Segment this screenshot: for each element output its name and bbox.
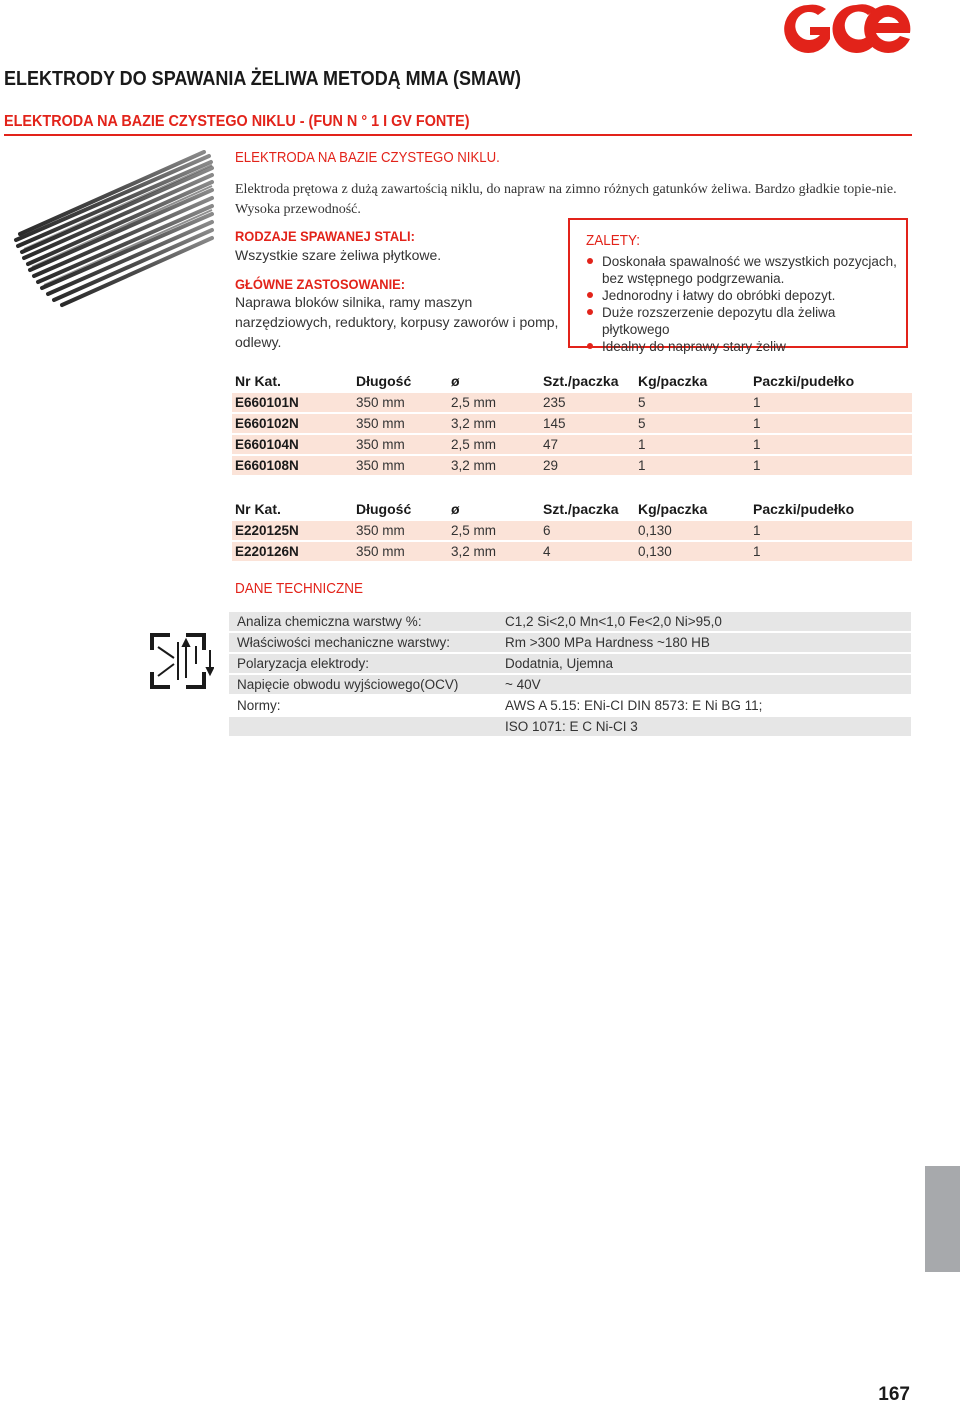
cell: 6 — [540, 521, 635, 540]
cell: E660108N — [232, 456, 353, 475]
col-header-catalog: Nr Kat. — [235, 373, 281, 389]
cell: 350 mm — [353, 435, 448, 454]
col-header-length: Długość — [356, 501, 412, 517]
table-row — [229, 675, 911, 694]
table-row — [232, 393, 912, 412]
tech-value: ~ 40V — [505, 677, 541, 692]
cell: 5 — [635, 414, 750, 433]
col-header-kg: Kg/paczka — [638, 501, 708, 517]
cell: 1 — [750, 542, 912, 561]
advantages-box — [568, 218, 908, 354]
cell: 1 — [750, 521, 912, 540]
product-subtitle: ELEKTRODA NA BAZIE CZYSTEGO NIKLU - (FUN N ° 1 I GV FONTE) — [4, 113, 470, 130]
cell: 29 — [540, 456, 635, 475]
welding-rods-image — [4, 150, 214, 310]
tech-label: Analiza chemiczna warstwy %: — [237, 614, 422, 629]
col-header-length: Długość — [356, 373, 412, 389]
cell: 2,5 mm — [448, 435, 540, 454]
advantage-item: Duże rozszerzenie depozytu dla żeliwa płytkowego — [586, 304, 906, 338]
tech-label: Napięcie obwodu wyjściowego(OCV) — [237, 677, 459, 692]
steel-text: Wszystkie szare żeliwa płytkowe. — [235, 247, 442, 263]
cell: 3,2 mm — [448, 542, 540, 561]
tech-label: Normy: — [237, 698, 281, 713]
cell: 1 — [750, 435, 912, 454]
advantage-item: Idealny do naprawy stary żeliw — [586, 338, 906, 355]
table-header-row — [232, 499, 912, 519]
cell: E220126N — [232, 542, 353, 561]
welding-current-icon — [148, 632, 214, 690]
tech-value: AWS A 5.15: ENi-CI DIN 8573: E Ni BG 11; — [505, 698, 763, 713]
application-heading: GŁÓWNE ZASTOSOWANIE: — [235, 276, 406, 292]
intro-heading: ELEKTRODA NA BAZIE CZYSTEGO NIKLU. — [235, 149, 500, 166]
table-row — [229, 612, 911, 631]
cell: 350 mm — [353, 393, 448, 412]
cell: 2,5 mm — [448, 393, 540, 412]
intro-text: Elektroda prętowa z dużą zawartością niklu, do napraw na zimno różnych gatunków żeliwa. Bardzo gładkie topie-nie. Wysoka przewodność. — [235, 182, 897, 217]
cell: 47 — [540, 435, 635, 454]
section-tab — [925, 1166, 960, 1272]
cell: 1 — [635, 435, 750, 454]
technical-table — [229, 612, 911, 738]
cell: E660101N — [232, 393, 353, 412]
cell: 350 mm — [353, 414, 448, 433]
cell: 0,130 — [635, 521, 750, 540]
cell: 5 — [635, 393, 750, 412]
gce-logo — [782, 3, 912, 55]
col-header-diameter: ø — [451, 501, 460, 517]
col-header-pcs: Szt./paczka — [543, 501, 619, 517]
cell: 1 — [750, 393, 912, 412]
cell: 4 — [540, 542, 635, 561]
technical-heading: DANE TECHNICZNE — [235, 580, 364, 597]
title-divider — [4, 134, 912, 136]
page-title: ELEKTRODY DO SPAWANIA ŻELIWA METODĄ MMA (SMAW) — [4, 68, 521, 90]
col-header-pcs: Szt./paczka — [543, 373, 619, 389]
cell: 3,2 mm — [448, 456, 540, 475]
cell: E660102N — [232, 414, 353, 433]
application-text: Naprawa bloków silnika, ramy maszyn narzędziowych, reduktory, korpusy zaworów i pomp, odlewy. — [235, 294, 559, 350]
cell: 1 — [635, 456, 750, 475]
cell: E220125N — [232, 521, 353, 540]
cell: E660104N — [232, 435, 353, 454]
table-row — [229, 633, 911, 652]
table-header-row — [232, 371, 912, 391]
col-header-diameter: ø — [451, 373, 460, 389]
advantage-item: Doskonała spawalność we wszystkich pozycjach, bez wstępnego podgrzewania. — [586, 253, 906, 287]
table-row — [232, 521, 912, 540]
advantages-list — [586, 253, 906, 355]
tech-label: Polaryzacja elektrody: — [237, 656, 370, 671]
tech-value: ISO 1071: E C Ni-CI 3 — [505, 719, 638, 734]
cell: 350 mm — [353, 542, 448, 561]
page-number: 167 — [878, 1384, 910, 1405]
cell: 2,5 mm — [448, 521, 540, 540]
table-row — [232, 542, 912, 561]
cell: 1 — [750, 414, 912, 433]
steel-heading: RODZAJE SPAWANEJ STALI: — [235, 228, 415, 244]
cell: 3,2 mm — [448, 414, 540, 433]
tech-label: Właściwości mechaniczne warstwy: — [237, 635, 451, 650]
table-row — [229, 654, 911, 673]
col-header-catalog: Nr Kat. — [235, 501, 281, 517]
cell: 350 mm — [353, 521, 448, 540]
product-table-1 — [232, 369, 912, 477]
col-header-packs: Paczki/pudełko — [753, 501, 855, 517]
tech-value: Dodatnia, Ujemna — [505, 656, 614, 671]
tech-label — [229, 717, 505, 736]
cell: 145 — [540, 414, 635, 433]
col-header-packs: Paczki/pudełko — [753, 373, 855, 389]
product-table-2 — [232, 497, 912, 563]
table-row — [232, 435, 912, 454]
table-row — [232, 456, 912, 475]
advantages-title: ZALETY: — [586, 232, 641, 249]
advantage-item: Jednorodny i łatwy do obróbki depozyt. — [586, 287, 906, 304]
table-row — [232, 414, 912, 433]
table-row — [229, 696, 911, 715]
cell: 350 mm — [353, 456, 448, 475]
cell: 0,130 — [635, 542, 750, 561]
table-row — [229, 717, 911, 736]
cell: 235 — [540, 393, 635, 412]
cell: 1 — [750, 456, 912, 475]
col-header-kg: Kg/paczka — [638, 373, 708, 389]
tech-value: Rm >300 MPa Hardness ~180 HB — [505, 635, 710, 650]
tech-value: C1,2 Si<2,0 Mn<1,0 Fe<2,0 Ni>95,0 — [505, 614, 722, 629]
